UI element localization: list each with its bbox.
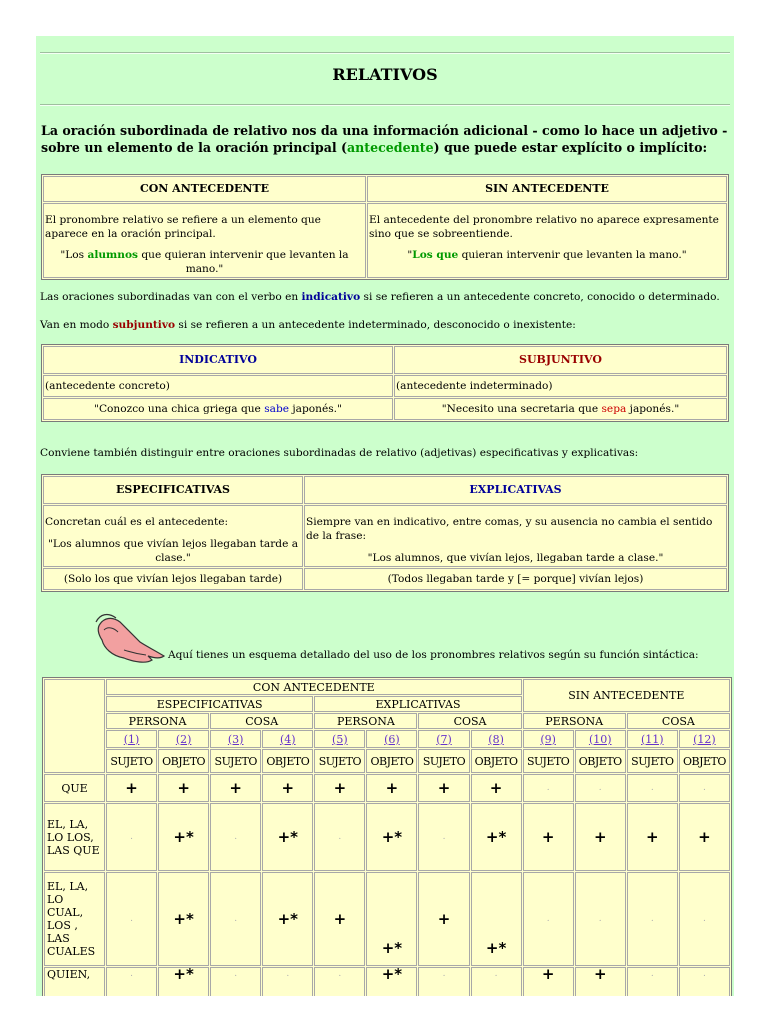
scheme-cell: + bbox=[314, 872, 365, 966]
scheme-cell: . bbox=[418, 967, 469, 996]
page-title: RELATIVOS bbox=[332, 65, 438, 84]
scheme-row-label: QUIEN, bbox=[44, 967, 105, 996]
explicativas-text: Siempre van en indicativo, entre comas, y su ausencia no cambia el sentido de la frase: bbox=[306, 516, 713, 542]
scheme-cell: +* bbox=[158, 803, 209, 871]
scheme-number-link-5[interactable]: (5) bbox=[332, 732, 348, 746]
scheme-row bbox=[44, 803, 730, 871]
scheme-function-3: SUJETO bbox=[210, 749, 261, 773]
scheme-cell: +* bbox=[262, 803, 313, 871]
scheme-cell: + bbox=[366, 774, 417, 802]
scheme-number-link-11[interactable]: (11) bbox=[641, 732, 664, 746]
scheme-number-link-12[interactable]: (12) bbox=[693, 732, 716, 746]
especificativas-note: (Solo los que vivían lejos llegaban tarde) bbox=[43, 568, 303, 590]
especificativas-cell bbox=[43, 505, 303, 567]
scheme-cell: + bbox=[575, 967, 626, 996]
explicativas-example: "Los alumnos, que vivían lejos, llegaban tarde a clase." bbox=[367, 552, 664, 564]
scheme-cell: . bbox=[210, 872, 261, 966]
con-antecedente-group: CON ANTECEDENTE bbox=[106, 679, 522, 695]
scheme-cell: + bbox=[523, 967, 574, 996]
scheme-intro-link[interactable]: Aquí tienes un esquema detallado del uso de los pronombres relativos según su función sintáctica: bbox=[168, 649, 699, 661]
scheme-group-1: PERSONA bbox=[106, 713, 209, 729]
scheme-cell: + bbox=[210, 774, 261, 802]
scheme-number-cell bbox=[679, 730, 730, 748]
top-divider bbox=[40, 52, 730, 54]
subjuntivo-paragraph: Van en modo subjuntivo si se refieren a un antecedente indeterminado, desconocido o inexistente: bbox=[40, 319, 576, 331]
scheme-cell: +* bbox=[262, 872, 313, 966]
scheme-cell: . bbox=[106, 967, 157, 996]
scheme-cell: . bbox=[210, 967, 261, 996]
sin-antecedente-group: SIN ANTECEDENTE bbox=[523, 679, 730, 712]
scheme-number-cell bbox=[575, 730, 626, 748]
scheme-cell: . bbox=[575, 872, 626, 966]
scheme-number-cell bbox=[314, 730, 365, 748]
scheme-cell: . bbox=[262, 967, 313, 996]
subjuntivo-header: SUBJUNTIVO bbox=[394, 346, 727, 374]
scheme-cell: . bbox=[106, 872, 157, 966]
scheme-number-link-9[interactable]: (9) bbox=[540, 732, 556, 746]
scheme-cell: . bbox=[575, 774, 626, 802]
scheme-cell: . bbox=[210, 803, 261, 871]
scheme-number-cell bbox=[210, 730, 261, 748]
types-paragraph: Conviene también distinguir entre oraciones subordinadas de relativo (adjetivas) especificativas y explicativas: bbox=[40, 447, 639, 459]
scheme-cell: + bbox=[262, 774, 313, 802]
scheme-cell: + bbox=[418, 872, 469, 966]
scheme-number-cell bbox=[523, 730, 574, 748]
scheme-cell: . bbox=[679, 774, 730, 802]
scheme-function-12: OBJETO bbox=[679, 749, 730, 773]
scheme-cell: +* bbox=[158, 872, 209, 966]
scheme-number-link-7[interactable]: (7) bbox=[436, 732, 452, 746]
scheme-function-2: OBJETO bbox=[158, 749, 209, 773]
indicativo-paragraph: Las oraciones subordinadas van con el verbo en indicativo si se refieren a un antecedente concreto, conocido o determinado. bbox=[40, 291, 720, 303]
indicativo-header: INDICATIVO bbox=[43, 346, 393, 374]
explicativas-group: EXPLICATIVAS bbox=[314, 696, 521, 712]
scheme-group-3: PERSONA bbox=[314, 713, 417, 729]
scheme-cell: + bbox=[106, 774, 157, 802]
pointing-hand-icon[interactable] bbox=[94, 612, 166, 664]
scheme-cell: . bbox=[627, 872, 678, 966]
sin-antecedente-text: El antecedente del pronombre relativo no aparece expresamente sino que se sobreentiende. bbox=[369, 214, 719, 240]
scheme-cell: . bbox=[418, 803, 469, 871]
scheme-cell: + bbox=[314, 774, 365, 802]
scheme-group-6: COSA bbox=[627, 713, 730, 729]
explicativas-header: EXPLICATIVAS bbox=[304, 476, 727, 504]
antecedent-table bbox=[41, 174, 729, 280]
scheme-number-link-10[interactable]: (10) bbox=[588, 732, 612, 746]
scheme-cell: + bbox=[523, 803, 574, 871]
scheme-cell: +* bbox=[471, 803, 522, 871]
scheme-row-label: EL, LA, LO LOS, LAS QUE bbox=[44, 803, 105, 871]
indicativo-text: (antecedente concreto) bbox=[43, 375, 393, 397]
scheme-cell: . bbox=[314, 967, 365, 996]
con-antecedente-example: "Los alumnos que quieran intervenir que levanten la mano." bbox=[60, 249, 349, 275]
scheme-function-8: OBJETO bbox=[471, 749, 522, 773]
con-antecedente-header: CON ANTECEDENTE bbox=[43, 176, 366, 202]
subjuntivo-example: "Necesito una secretaria que sepa japonés." bbox=[394, 398, 727, 420]
scheme-number-link-8[interactable]: (8) bbox=[488, 732, 504, 746]
scheme-number-link-6[interactable]: (6) bbox=[384, 732, 400, 746]
scheme-group-5: PERSONA bbox=[523, 713, 626, 729]
scheme-cell: +* bbox=[366, 872, 417, 966]
explicativas-note: (Todos llegaban tarde y [= porque] vivían lejos) bbox=[304, 568, 727, 590]
scheme-group-2: COSA bbox=[210, 713, 313, 729]
scheme-number-link-2[interactable]: (2) bbox=[175, 732, 192, 746]
scheme-cell: . bbox=[679, 872, 730, 966]
scheme-number-cell bbox=[106, 730, 157, 748]
scheme-cell: . bbox=[523, 872, 574, 966]
scheme-cell: + bbox=[575, 803, 626, 871]
types-table bbox=[41, 474, 729, 592]
scheme-row bbox=[44, 967, 730, 996]
scheme-cell: + bbox=[679, 803, 730, 871]
scheme-function-7: SUJETO bbox=[418, 749, 469, 773]
sin-antecedente-header: SIN ANTECEDENTE bbox=[367, 176, 727, 202]
scheme-number-link-1[interactable]: (1) bbox=[123, 732, 140, 746]
scheme-cell: +* bbox=[471, 872, 522, 966]
especificativas-group: ESPECIFICATIVAS bbox=[106, 696, 313, 712]
scheme-cell: +* bbox=[366, 967, 417, 996]
scheme-number-link-4[interactable]: (4) bbox=[279, 732, 296, 746]
scheme-number-cell bbox=[158, 730, 209, 748]
scheme-cell: . bbox=[627, 774, 678, 802]
page-content bbox=[36, 36, 734, 996]
especificativas-header: ESPECIFICATIVAS bbox=[43, 476, 303, 504]
scheme-function-9: SUJETO bbox=[523, 749, 574, 773]
scheme-number-cell bbox=[366, 730, 417, 748]
scheme-cell: + bbox=[471, 774, 522, 802]
scheme-function-1: SUJETO bbox=[106, 749, 157, 773]
scheme-row-label: EL, LA, LO CUAL, LOS , LAS CUALES bbox=[44, 872, 105, 966]
scheme-cell: +* bbox=[366, 803, 417, 871]
scheme-cell: + bbox=[627, 803, 678, 871]
scheme-function-5: SUJETO bbox=[314, 749, 365, 773]
indicativo-example: "Conozco una chica griega que sabe japonés." bbox=[43, 398, 393, 420]
explicativas-cell bbox=[304, 505, 727, 567]
scheme-cell: . bbox=[471, 967, 522, 996]
scheme-cell: . bbox=[523, 774, 574, 802]
scheme-cell: . bbox=[679, 967, 730, 996]
scheme-number-cell bbox=[262, 730, 313, 748]
scheme-number-cell bbox=[418, 730, 469, 748]
scheme-number-link-3[interactable]: (3) bbox=[227, 732, 244, 746]
scheme-function-4: OBJETO bbox=[262, 749, 313, 773]
scheme-row bbox=[44, 774, 730, 802]
relatives-scheme-table bbox=[42, 677, 732, 996]
scheme-cell: +* bbox=[158, 967, 209, 996]
scheme-cell: . bbox=[314, 803, 365, 871]
sin-antecedente-example: "Los que quieran intervenir que levanten la mano." bbox=[407, 249, 687, 261]
mood-table bbox=[41, 344, 729, 422]
subjuntivo-text: (antecedente indeterminado) bbox=[394, 375, 727, 397]
con-antecedente-cell bbox=[43, 203, 366, 278]
scheme-group-4: COSA bbox=[418, 713, 521, 729]
scheme-corner-cell bbox=[44, 679, 105, 773]
scheme-function-10: OBJETO bbox=[575, 749, 626, 773]
scheme-cell: . bbox=[627, 967, 678, 996]
scheme-number-cell bbox=[627, 730, 678, 748]
scheme-row bbox=[44, 872, 730, 966]
scheme-number-cell bbox=[471, 730, 522, 748]
scheme-cell: . bbox=[106, 803, 157, 871]
especificativas-example: "Los alumnos que vivían lejos llegaban tarde a clase." bbox=[47, 538, 299, 564]
scheme-row-label: QUE bbox=[44, 774, 105, 802]
especificativas-text: Concretan cuál es el antecedente: bbox=[45, 516, 229, 528]
scheme-cell: + bbox=[418, 774, 469, 802]
title-divider bbox=[40, 104, 730, 106]
intro-paragraph: La oración subordinada de relativo nos da una información adicional - como lo hace un adjetivo - sobre un elemento de la oración principal (antecedente) que puede estar explícito o implícito: bbox=[41, 123, 728, 155]
con-antecedente-text: El pronombre relativo se refiere a un elemento que aparece en la oración principal. bbox=[45, 214, 321, 240]
scheme-function-11: SUJETO bbox=[627, 749, 678, 773]
scheme-function-6: OBJETO bbox=[366, 749, 417, 773]
sin-antecedente-cell bbox=[367, 203, 727, 278]
scheme-cell: + bbox=[158, 774, 209, 802]
antecedente-highlight: antecedente bbox=[346, 140, 434, 155]
